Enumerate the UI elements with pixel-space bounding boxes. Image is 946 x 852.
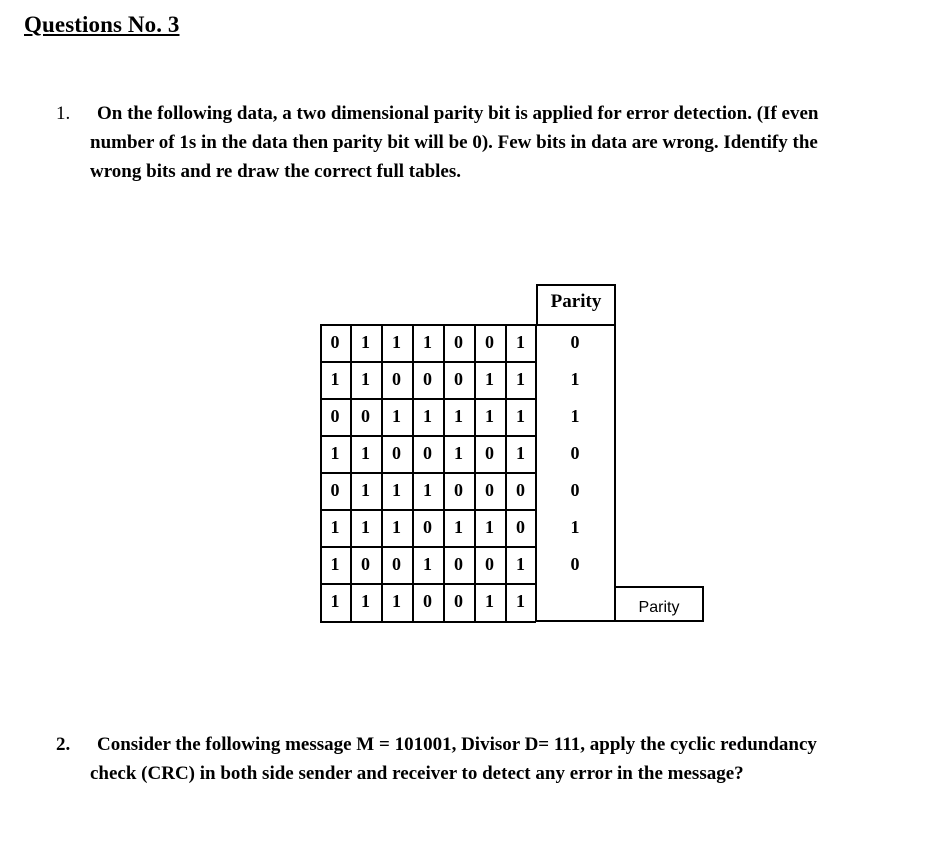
data-bit: 1 bbox=[330, 443, 340, 463]
parity-row-label-box bbox=[614, 586, 704, 622]
grid-horizontal-line bbox=[320, 621, 536, 623]
data-bit: 1 bbox=[516, 369, 525, 389]
data-bit: 0 bbox=[361, 406, 370, 426]
row-parity-bit: 1 bbox=[570, 517, 580, 537]
data-bit: 0 bbox=[330, 406, 340, 426]
data-bit: 0 bbox=[454, 369, 463, 389]
data-bit: 1 bbox=[392, 332, 401, 352]
data-bit: 0 bbox=[454, 332, 463, 352]
data-bit: 1 bbox=[361, 369, 370, 389]
data-bit: 0 bbox=[516, 517, 525, 537]
question-2-number: 2. bbox=[56, 734, 71, 755]
data-bit: 0 bbox=[361, 554, 370, 574]
data-row bbox=[320, 546, 536, 583]
parity-row-bit: 1 bbox=[485, 591, 494, 611]
question-2-line-2: check (CRC) in both side sender and receiver to detect any error in the message? bbox=[90, 763, 744, 784]
data-bit: 1 bbox=[423, 554, 432, 574]
data-bit: 0 bbox=[485, 480, 494, 500]
data-bit: 0 bbox=[392, 443, 401, 463]
grid-vertical-line bbox=[505, 324, 507, 622]
grid-vertical-line bbox=[474, 324, 476, 622]
grid-horizontal-line bbox=[320, 472, 536, 474]
parity-row-bit: 0 bbox=[423, 591, 432, 611]
data-bit: 0 bbox=[423, 517, 432, 537]
data-row bbox=[320, 324, 536, 361]
grid-horizontal-line bbox=[320, 546, 536, 548]
data-bit: 1 bbox=[330, 554, 340, 574]
data-bit: 1 bbox=[454, 443, 463, 463]
data-bit: 0 bbox=[392, 369, 401, 389]
data-bit: 1 bbox=[516, 406, 525, 426]
row-parity-bit: 0 bbox=[570, 480, 580, 500]
parity-row-bit: 1 bbox=[392, 591, 401, 611]
row-parity-bit: 0 bbox=[570, 443, 580, 463]
data-bit: 0 bbox=[423, 443, 432, 463]
parity-column-border bbox=[614, 324, 616, 622]
parity-row-label: Parity bbox=[638, 599, 680, 616]
grid-horizontal-line bbox=[320, 509, 536, 511]
grid-horizontal-line bbox=[320, 398, 536, 400]
data-row bbox=[320, 509, 536, 546]
row-parity-bit: 0 bbox=[570, 332, 580, 352]
data-row bbox=[320, 361, 536, 398]
data-bit: 0 bbox=[485, 554, 494, 574]
data-bit: 0 bbox=[330, 480, 340, 500]
data-bit: 1 bbox=[361, 480, 370, 500]
question-1-number: 1. bbox=[56, 103, 71, 124]
data-bit: 0 bbox=[423, 369, 432, 389]
row-parity-bit: 0 bbox=[570, 554, 580, 574]
grid-vertical-line bbox=[381, 324, 383, 622]
data-bit-grid bbox=[320, 324, 536, 622]
grid-horizontal-line bbox=[320, 361, 536, 363]
data-bit: 1 bbox=[392, 517, 401, 537]
data-bit: 1 bbox=[361, 332, 370, 352]
data-bit: 0 bbox=[454, 554, 463, 574]
question-1-line-3: wrong bits and re draw the correct full tables. bbox=[90, 161, 462, 182]
parity-row-bit: 1 bbox=[361, 591, 370, 611]
question-1-line-1: On the following data, a two dimensional parity bit is applied for error detection. (If even bbox=[97, 103, 819, 124]
data-bit: 0 bbox=[516, 480, 525, 500]
data-bit: 1 bbox=[454, 517, 463, 537]
data-row bbox=[320, 435, 536, 472]
parity-row bbox=[320, 583, 536, 620]
grid-vertical-line bbox=[443, 324, 445, 622]
grid-vertical-line bbox=[320, 324, 322, 622]
question-2-line-1: Consider the following message M = 101001, Divisor D= 111, apply the cyclic redundancy bbox=[97, 734, 817, 755]
grid-vertical-line bbox=[412, 324, 414, 622]
data-bit: 1 bbox=[361, 443, 370, 463]
row-parity-bit: 1 bbox=[570, 406, 580, 426]
data-bit: 1 bbox=[392, 406, 401, 426]
data-bit: 1 bbox=[516, 332, 525, 352]
data-bit: 1 bbox=[485, 369, 494, 389]
question-1-line-2: number of 1s in the data then parity bit will be 0). Few bits in data are wrong. Identify the bbox=[90, 132, 818, 153]
grid-horizontal-line bbox=[320, 583, 536, 585]
parity-row-bit: 1 bbox=[330, 591, 340, 611]
parity-column bbox=[536, 284, 616, 622]
data-bit: 1 bbox=[330, 369, 340, 389]
data-bit: 0 bbox=[485, 443, 494, 463]
data-bit: 0 bbox=[330, 332, 340, 352]
data-bit: 1 bbox=[392, 480, 401, 500]
parity-row-bit: 0 bbox=[454, 591, 463, 611]
data-bit: 1 bbox=[454, 406, 463, 426]
data-bit: 1 bbox=[423, 480, 432, 500]
data-bit: 0 bbox=[392, 554, 401, 574]
data-bit: 1 bbox=[423, 332, 432, 352]
data-bit: 1 bbox=[361, 517, 370, 537]
grid-horizontal-line bbox=[320, 435, 536, 437]
page-heading: Questions No. 3 bbox=[24, 12, 180, 37]
data-bit: 1 bbox=[330, 517, 340, 537]
data-bit: 1 bbox=[485, 406, 494, 426]
parity-column-bottom-border bbox=[536, 620, 616, 622]
parity-column-header: Parity bbox=[536, 284, 616, 326]
grid-horizontal-line bbox=[320, 324, 536, 326]
data-bit: 1 bbox=[423, 406, 432, 426]
data-bit: 0 bbox=[454, 480, 463, 500]
row-parity-bit: 1 bbox=[570, 369, 580, 389]
data-bit: 0 bbox=[485, 332, 494, 352]
data-row bbox=[320, 398, 536, 435]
parity-row-bit: 1 bbox=[516, 591, 525, 611]
data-bit: 1 bbox=[485, 517, 494, 537]
grid-vertical-line bbox=[350, 324, 352, 622]
data-row bbox=[320, 472, 536, 509]
data-bit: 1 bbox=[516, 443, 525, 463]
data-bit: 1 bbox=[516, 554, 525, 574]
